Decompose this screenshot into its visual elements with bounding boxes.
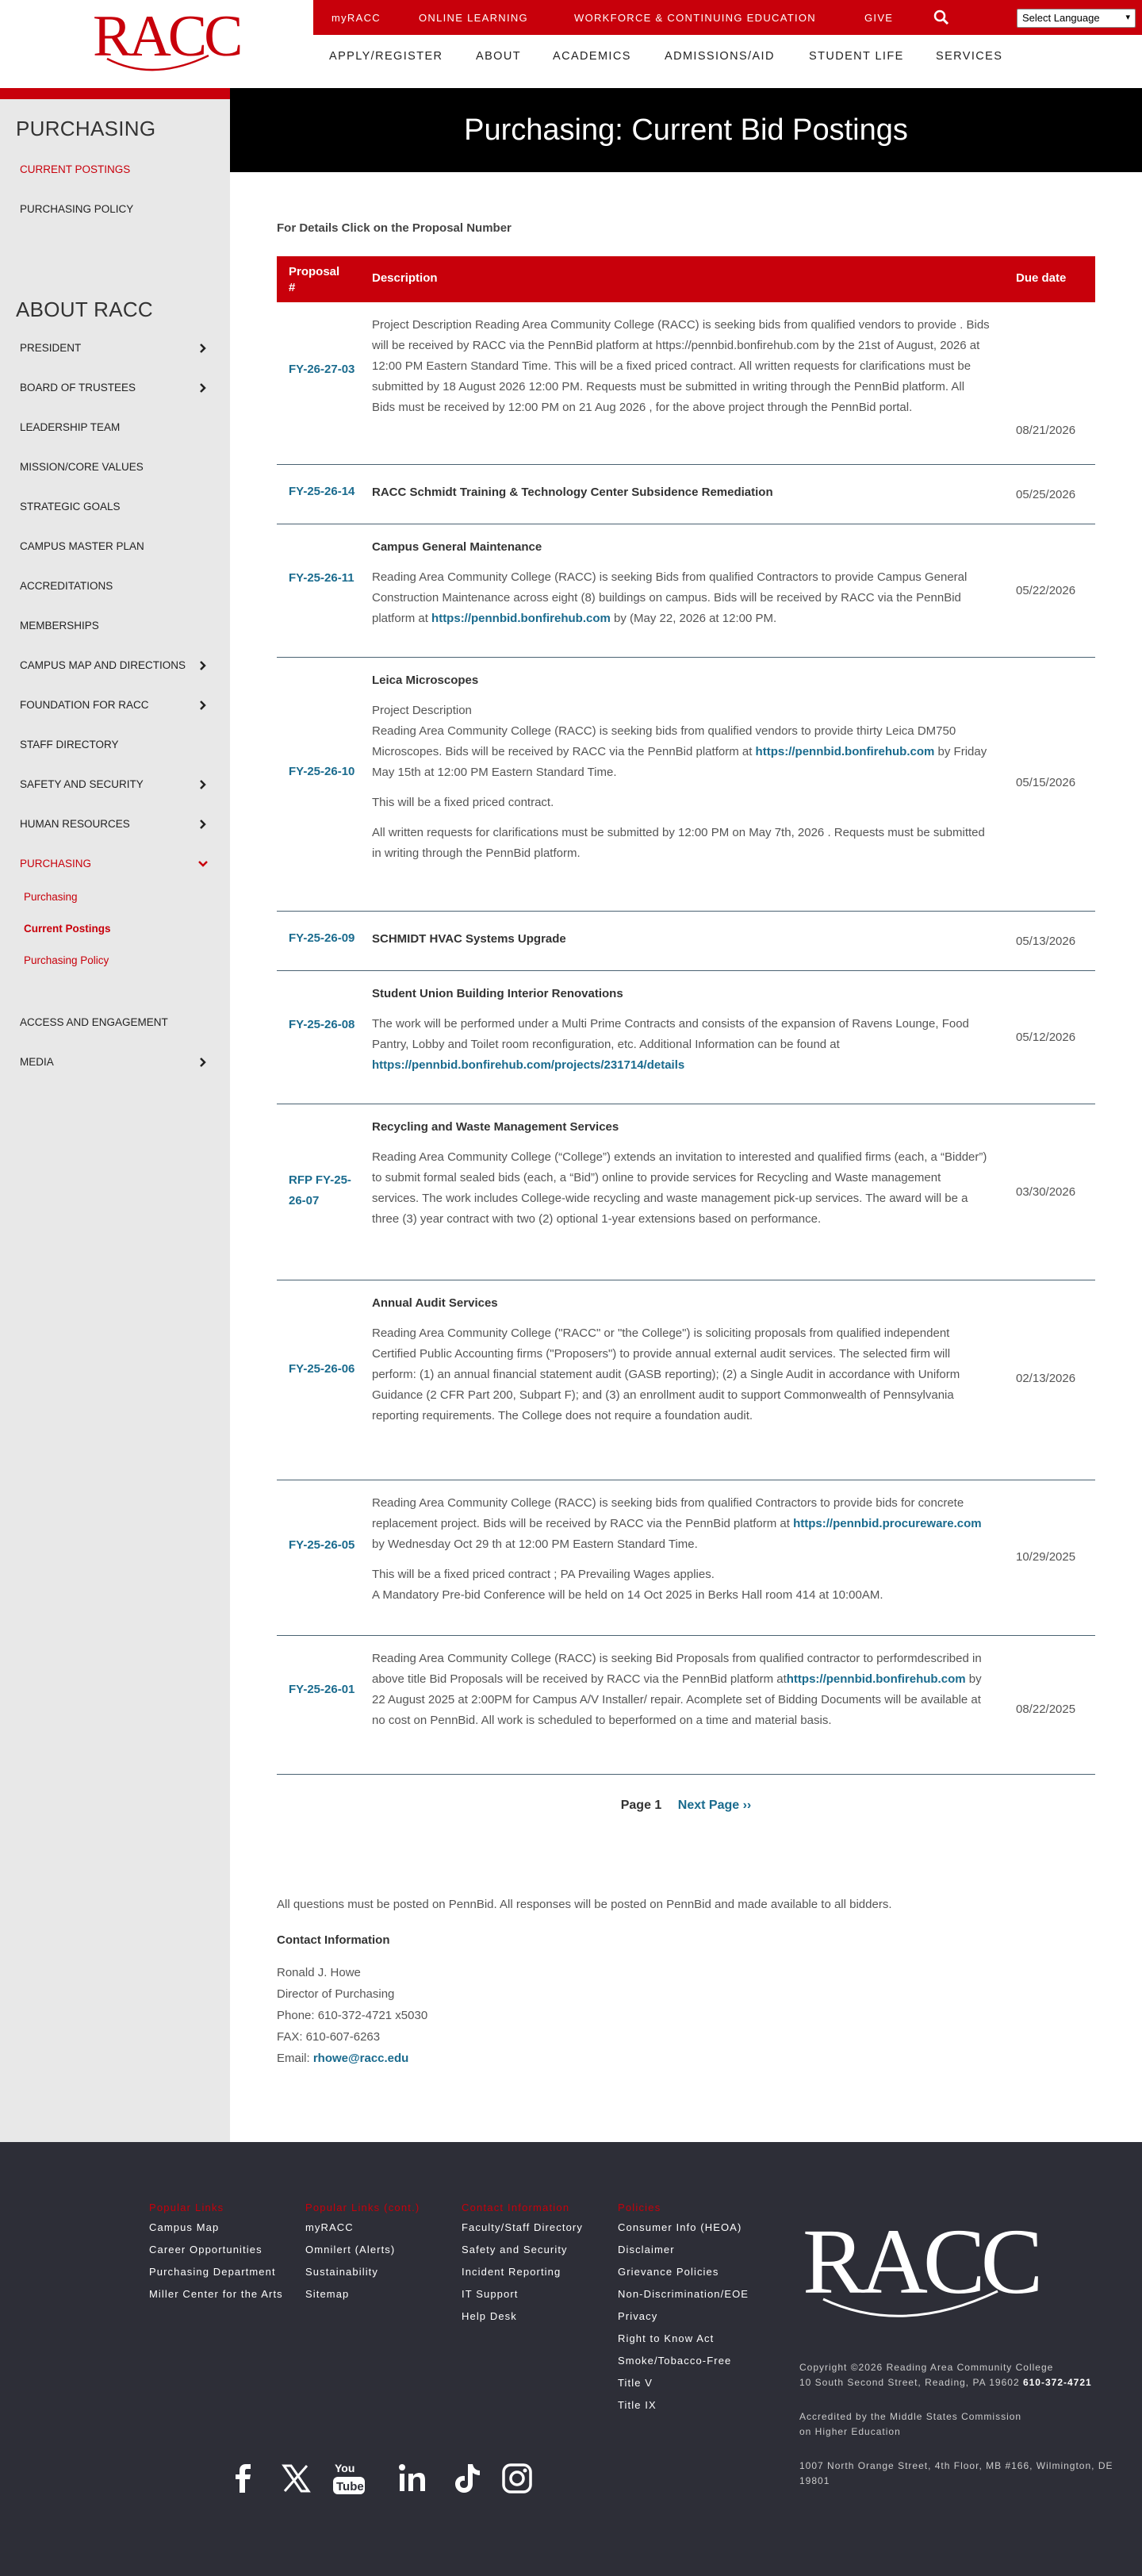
footer-accreditation-1: Accredited by the Middle States Commission bbox=[799, 2411, 1022, 2422]
sidebar-item-foundation-for-racc[interactable]: FOUNDATION FOR RACC bbox=[20, 699, 149, 711]
footer-link-non-discrimination-eoe[interactable]: Non-Discrimination/EOE bbox=[618, 2288, 749, 2300]
nav-about[interactable]: ABOUT bbox=[476, 50, 521, 63]
description bbox=[372, 1293, 991, 1426]
sidebar-item-strategic-goals[interactable]: STRATEGIC GOALS bbox=[20, 501, 121, 513]
due-date: 02/13/2026 bbox=[1016, 1372, 1076, 1385]
footer-address-line bbox=[799, 2375, 1092, 2390]
footer-link-disclaimer[interactable]: Disclaimer bbox=[618, 2244, 675, 2255]
tiktok-icon[interactable] bbox=[447, 2459, 485, 2497]
table-row bbox=[277, 302, 1095, 465]
bid-title: SCHMIDT HVAC Systems Upgrade bbox=[372, 932, 566, 946]
description-text: This will be a fixed priced contract ; PA Prevailing Wages applies. bbox=[372, 1568, 715, 1581]
footer-link-career-opportunities[interactable]: Career Opportunities bbox=[149, 2244, 263, 2255]
description bbox=[372, 537, 991, 629]
proposal-number-link[interactable]: FY-25-26-08 bbox=[289, 1018, 355, 1031]
footer-link-consumer-info-heoa[interactable]: Consumer Info (HEOA) bbox=[618, 2221, 742, 2233]
description-text-part: Project Description Reading Area Community College (RACC) is seeking bids from qualified vendors to provide . Bids will be received by RACC via the PennBid platform at https://pennbid.bonfirehub.com by the 21st of August, 2026 at 12:00 PM Eastern Standard Time. This will be a fixed priced contract. All written requests for clarifications must be submitted by 18 August 2026 12:00 PM. Requests must be submitted in writing through the PennBid platform. All Bids must be received by 12:00 PM on 21 Aug 2026 , for the above project through the PennBid portal. bbox=[372, 318, 990, 414]
top-link-give[interactable]: GIVE bbox=[864, 12, 894, 24]
footer-link-sustainability[interactable]: Sustainability bbox=[305, 2266, 378, 2278]
svg-text:You: You bbox=[335, 2462, 355, 2474]
proposal-number-link[interactable]: FY-26-27-03 bbox=[289, 363, 355, 376]
description bbox=[372, 929, 991, 959]
pagination bbox=[277, 1799, 1095, 1813]
facebook-icon[interactable] bbox=[225, 2459, 263, 2497]
bid-title: Student Union Building Interior Renovations bbox=[372, 987, 623, 1000]
footer-copyright: Copyright ©2026 Reading Area Community College bbox=[799, 2362, 1054, 2373]
sidebar-item-leadership-team[interactable]: LEADERSHIP TEAM bbox=[20, 421, 121, 433]
footer-link-myracc[interactable]: myRACC bbox=[305, 2221, 354, 2233]
due-date: 05/12/2026 bbox=[1016, 1031, 1076, 1044]
spacer bbox=[372, 1314, 991, 1323]
search-icon[interactable] bbox=[933, 9, 950, 26]
contact-fax: FAX: 610-607-6263 bbox=[277, 2030, 381, 2044]
description bbox=[372, 1117, 991, 1230]
sidebar-item-accreditations[interactable]: ACCREDITATIONS bbox=[20, 580, 113, 592]
proposal-number-link[interactable]: FY-25-26-11 bbox=[289, 571, 354, 585]
footer-link-incident-reporting[interactable]: Incident Reporting bbox=[462, 2266, 561, 2278]
nav-student-life[interactable]: STUDENT LIFE bbox=[809, 50, 904, 63]
table-row bbox=[277, 1636, 1095, 1775]
footer-list bbox=[305, 2220, 440, 2309]
chevron-right-icon[interactable] bbox=[198, 383, 208, 393]
proposal-number-link[interactable]: FY-25-26-10 bbox=[289, 765, 355, 778]
description-text: This will be a fixed priced contract. bbox=[372, 796, 554, 809]
spacer bbox=[372, 813, 991, 823]
description-text bbox=[372, 721, 991, 783]
description bbox=[372, 482, 991, 513]
due-date: 03/30/2026 bbox=[1016, 1185, 1076, 1199]
sidebar-item-purchasing[interactable]: PURCHASING bbox=[20, 858, 92, 870]
description-text bbox=[372, 1147, 991, 1230]
sidebar-item-current-postings[interactable]: CURRENT POSTINGS bbox=[20, 163, 131, 175]
footer-heading-policies: Policies bbox=[618, 2202, 661, 2213]
due-date: 08/22/2025 bbox=[1016, 1703, 1076, 1716]
description bbox=[372, 315, 991, 418]
table-row bbox=[277, 1104, 1095, 1280]
description-text bbox=[372, 1493, 991, 1555]
sidebar-item-mission-core-values[interactable]: MISSION/CORE VALUES bbox=[20, 461, 144, 473]
footer-heading-contact-information: Contact Information bbox=[462, 2202, 570, 2213]
nav-apply-register[interactable]: APPLY/REGISTER bbox=[329, 50, 443, 63]
footer-heading-popular-links-cont: Popular Links (cont.) bbox=[305, 2202, 420, 2213]
nav-admissions-aid[interactable]: ADMISSIONS/AID bbox=[665, 50, 775, 63]
nav-services[interactable]: SERVICES bbox=[936, 50, 1003, 63]
sidebar-item-purchasing-policy[interactable]: PURCHASING POLICY bbox=[20, 203, 134, 215]
footer-link-title-ix[interactable]: Title IX bbox=[618, 2399, 657, 2411]
nav-academics[interactable]: ACADEMICS bbox=[553, 50, 631, 63]
footer-link-help-desk[interactable]: Help Desk bbox=[462, 2310, 517, 2322]
footer-link-right-to-know-act[interactable]: Right to Know Act bbox=[618, 2332, 715, 2344]
proposal-number-link[interactable]: FY-25-26-01 bbox=[289, 1683, 355, 1696]
contact-name: Ronald J. Howe bbox=[277, 1966, 361, 1979]
bid-title: Recycling and Waste Management Services bbox=[372, 1120, 619, 1134]
spacer bbox=[372, 691, 991, 701]
due-date: 05/15/2026 bbox=[1016, 776, 1076, 789]
table-row bbox=[277, 524, 1095, 658]
col-description: Description bbox=[372, 271, 438, 285]
description-text-part: Reading Area Community College (RACC) is seeking bids from qualified Contractors to provide bids for concrete replacement project. Bids will be received by RACC via the PennBid platform at bbox=[372, 1496, 964, 1530]
footer-list bbox=[462, 2220, 596, 2331]
proposal-number-link[interactable]: FY-25-26-09 bbox=[289, 931, 355, 945]
chevron-right-icon[interactable] bbox=[198, 780, 208, 789]
chevron-right-icon[interactable] bbox=[198, 661, 208, 670]
footer-link-sitemap[interactable]: Sitemap bbox=[305, 2288, 350, 2300]
bid-platform-link[interactable]: https://pennbid.bonfirehub.com bbox=[431, 612, 611, 625]
sidebar-item-media[interactable]: MEDIA bbox=[20, 1056, 54, 1068]
chevron-down-icon: ▾ bbox=[1125, 13, 1130, 22]
footer-msche-address-2: 19801 bbox=[799, 2475, 830, 2486]
sidebar bbox=[0, 99, 230, 2142]
footer-link-title-v[interactable]: Title V bbox=[618, 2377, 653, 2389]
description-text: A Mandatory Pre-bid Conference will be held on 14 Oct 2025 in Berks Hall room 414 at 10:00AM. bbox=[372, 1588, 883, 1602]
spacer bbox=[372, 558, 991, 567]
footer-link-omnilert-alerts[interactable]: Omnilert (Alerts) bbox=[305, 2244, 396, 2255]
due-date: 05/13/2026 bbox=[1016, 935, 1076, 948]
footer-phone[interactable]: 610-372-4721 bbox=[1022, 2377, 1092, 2388]
footer-racc-logo[interactable] bbox=[799, 2206, 1039, 2332]
description bbox=[372, 1493, 991, 1606]
sidebar-item-access-and-engagement[interactable]: ACCESS AND ENGAGEMENT bbox=[20, 1016, 168, 1028]
spacer bbox=[372, 1004, 991, 1014]
description-text-part: by Friday May 15th at 12:00 PM Eastern Standard Time. bbox=[372, 745, 987, 779]
sidebar-item-safety-and-security[interactable]: SAFETY AND SECURITY bbox=[20, 778, 144, 790]
table-row bbox=[277, 658, 1095, 912]
description-text bbox=[372, 567, 991, 629]
sidebar-heading-purchasing: PURCHASING bbox=[16, 117, 156, 140]
sidebar-subitem-purchasing-policy[interactable]: Purchasing Policy bbox=[24, 954, 109, 966]
contact-block bbox=[277, 1894, 1095, 2069]
chevron-right-icon[interactable] bbox=[198, 820, 208, 829]
contact-phone: Phone: 610-372-4721 x5030 bbox=[277, 2009, 428, 2022]
description-text-part: Reading Area Community College (“College”) extends an invitation to interested and qualified firms (each, a “Bidder”) to submit formal sealed bids (each, a “Bid”) online to provide services for Recycling and Waste management services. The work includes College-wide recycling and waste management pick-up services. The award will be a three (3) year contract with two (2) optional 1-year extensions based on performance. bbox=[372, 1150, 987, 1226]
description-text-part: The work will be performed under a Multi Prime Contracts and consists of the expansion of Ravens Lounge, Food Pantry, Lobby and Toilet room reconfiguration, etc. Additional Information can be found at bbox=[372, 1017, 969, 1051]
instructions: For Details Click on the Proposal Number bbox=[277, 221, 512, 235]
chevron-right-icon[interactable] bbox=[198, 344, 208, 353]
language-select[interactable] bbox=[1017, 9, 1136, 28]
bid-title: Campus General Maintenance bbox=[372, 540, 542, 554]
description bbox=[372, 984, 991, 1076]
footer-link-faculty-staff-directory[interactable]: Faculty/Staff Directory bbox=[462, 2221, 583, 2233]
footer-msche-address-1: 1007 North Orange Street, 4th Floor, MB #166, Wilmington, DE bbox=[799, 2460, 1113, 2471]
language-select-label: Select Language bbox=[1022, 12, 1100, 24]
next-page-link[interactable]: Next Page ›› bbox=[677, 1799, 752, 1812]
questions-note: All questions must be posted on PennBid. All responses will be posted on PennBid and made available to all bidders. bbox=[277, 1898, 892, 1911]
spacer bbox=[372, 503, 991, 513]
sidebar-subitem-purchasing[interactable]: Purchasing bbox=[24, 891, 78, 903]
spacer bbox=[372, 783, 991, 793]
footer-list bbox=[149, 2220, 284, 2309]
top-link-workforce[interactable]: WORKFORCE & CONTINUING EDUCATION bbox=[574, 12, 816, 24]
main-nav bbox=[0, 50, 1142, 66]
due-date: 08/21/2026 bbox=[1016, 424, 1076, 437]
footer-link-campus-map[interactable]: Campus Map bbox=[149, 2221, 220, 2233]
due-date: 05/25/2026 bbox=[1016, 488, 1076, 501]
description-text bbox=[372, 315, 991, 418]
description-text-part: by 22 August 2025 at 2:00PM for Campus A/V Installer/ repair. Acomplete set of Bidding Documents will be available at no cost on PennBid. All work is scheduled to beperformed on a time and material basis. bbox=[372, 1672, 982, 1727]
sidebar-subitem-current-postings[interactable]: Current Postings bbox=[24, 923, 111, 935]
site-header bbox=[0, 0, 1142, 88]
instagram-icon[interactable] bbox=[498, 2459, 536, 2497]
bid-platform-link[interactable]: https://pennbid.procureware.com bbox=[793, 1517, 982, 1530]
spacer bbox=[372, 950, 991, 959]
sidebar-accent-strip bbox=[0, 88, 230, 99]
footer-link-safety-and-security[interactable]: Safety and Security bbox=[462, 2244, 568, 2255]
sidebar-item-board-of-trustees[interactable]: BOARD OF TRUSTEES bbox=[20, 382, 136, 394]
description-text-part: Reading Area Community College (RACC) is seeking Bid Proposals from qualified contractor to performdescribed in above title Bid Proposals will be received by RACC via the PennBid platform at bbox=[372, 1652, 982, 1686]
contact-role: Director of Purchasing bbox=[277, 1987, 395, 2001]
sidebar-heading-about: ABOUT RACC bbox=[16, 298, 153, 321]
table-row bbox=[277, 1280, 1095, 1480]
footer-link-purchasing-department[interactable]: Purchasing Department bbox=[149, 2266, 276, 2278]
description-text-part: by (May 22, 2026 at 12:00 PM. bbox=[610, 612, 777, 625]
proposal-number-link[interactable]: FY-25-26-14 bbox=[289, 485, 355, 498]
footer-address: 10 South Second Street, Reading, PA 19602 bbox=[799, 2377, 1023, 2388]
chevron-right-icon[interactable] bbox=[198, 701, 208, 710]
footer-link-privacy[interactable]: Privacy bbox=[618, 2310, 658, 2322]
description-text: All written requests for clarifications must be submitted by 12:00 PM on May 7th, 2026 . Requests must be submitted in writing through the PennBid platform. bbox=[372, 826, 985, 860]
top-link-myracc[interactable]: myRACC bbox=[331, 12, 381, 24]
due-date: 05/22/2026 bbox=[1016, 584, 1076, 597]
page-banner bbox=[230, 88, 1142, 172]
chevron-down-icon[interactable] bbox=[198, 859, 208, 869]
bid-title: Leica Microscopes bbox=[372, 674, 479, 687]
table-row bbox=[277, 1480, 1095, 1636]
spacer bbox=[372, 1555, 991, 1564]
spacer bbox=[372, 1138, 991, 1147]
description-text-part: by Wednesday Oct 29 th at 12:00 PM Eastern Standard Time. bbox=[372, 1538, 698, 1551]
footer-link-it-support[interactable]: IT Support bbox=[462, 2288, 519, 2300]
sidebar-item-president[interactable]: PRESIDENT bbox=[20, 342, 82, 354]
utility-bar bbox=[313, 0, 1142, 35]
due-date: 10/29/2025 bbox=[1016, 1550, 1076, 1564]
svg-text:Tube: Tube bbox=[336, 2480, 364, 2493]
contact-email-link[interactable]: rhowe@racc.edu bbox=[312, 2052, 409, 2065]
description-text bbox=[372, 1014, 991, 1076]
youtube-icon[interactable] bbox=[330, 2459, 368, 2497]
bid-title: RACC Schmidt Training & Technology Center Subsidence Remediation bbox=[372, 486, 773, 499]
linkedin-icon[interactable] bbox=[393, 2459, 431, 2497]
sidebar-item-campus-master-plan[interactable]: CAMPUS MASTER PLAN bbox=[20, 540, 144, 552]
sidebar-item-campus-map-and-directions[interactable]: CAMPUS MAP AND DIRECTIONS bbox=[20, 659, 186, 671]
proposal-number-link[interactable]: FY-25-26-05 bbox=[289, 1538, 355, 1552]
footer-accreditation-2: on Higher Education bbox=[799, 2426, 901, 2437]
x-icon[interactable] bbox=[277, 2459, 315, 2497]
site-footer bbox=[0, 2142, 1142, 2576]
chevron-right-icon[interactable] bbox=[198, 1058, 208, 1067]
proposal-number-link[interactable]: FY-25-26-06 bbox=[289, 1362, 355, 1376]
description-text bbox=[372, 1649, 991, 1731]
top-link-online-learning[interactable]: ONLINE LEARNING bbox=[419, 12, 528, 24]
sidebar-item-staff-directory[interactable]: STAFF DIRECTORY bbox=[20, 739, 119, 751]
bid-title: Annual Audit Services bbox=[372, 1296, 498, 1310]
contact-heading: Contact Information bbox=[277, 1933, 390, 1947]
proposal-number-link[interactable]: RFP FY-25-26-07 bbox=[289, 1173, 351, 1207]
col-due-date: Due date bbox=[1016, 271, 1067, 285]
footer-heading-popular-links: Popular Links bbox=[149, 2202, 224, 2213]
description-text bbox=[372, 1323, 991, 1426]
footer-link-miller-center-for-the-arts[interactable]: Miller Center for the Arts bbox=[149, 2288, 283, 2300]
description-text: Project Description bbox=[372, 704, 472, 717]
description-text-part: Reading Area Community College (RACC) is seeking bids from qualified vendors to provide thirty Leica DM750 Microscopes. Bids will be received by RACC via the PennBid platform at bbox=[372, 724, 956, 758]
table-row bbox=[277, 465, 1095, 524]
table-row bbox=[277, 971, 1095, 1104]
contact-email-label: Email: bbox=[277, 2052, 313, 2065]
svg-text:RACC: RACC bbox=[93, 4, 240, 69]
table-row bbox=[277, 912, 1095, 971]
sidebar-item-human-resources[interactable]: HUMAN RESOURCES bbox=[20, 818, 130, 830]
contact-email-line bbox=[277, 2048, 1095, 2069]
footer-link-smoke-tobacco-free[interactable]: Smoke/Tobacco-Free bbox=[618, 2355, 732, 2367]
description-text-part: Reading Area Community College (RACC) is seeking Bids from qualified Contractors to provide Campus General Construction Maintenance across eight (8) buildings on campus. Bids will be received by RACC via the PennBid platform at bbox=[372, 570, 968, 625]
bid-platform-link[interactable]: https://pennbid.bonfirehub.com/projects/231714/details bbox=[372, 1058, 685, 1072]
page-title: Purchasing: Current Bid Postings bbox=[464, 113, 908, 147]
current-page: Page 1 bbox=[620, 1799, 662, 1812]
footer-link-grievance-policies[interactable]: Grievance Policies bbox=[618, 2266, 719, 2278]
description bbox=[372, 670, 991, 864]
bid-platform-link[interactable]: https://pennbid.bonfirehub.com bbox=[786, 1672, 966, 1686]
description bbox=[372, 1649, 991, 1731]
table-header bbox=[277, 256, 1095, 302]
sidebar-item-memberships[interactable]: MEMBERSHIPS bbox=[20, 620, 99, 632]
footer-list bbox=[618, 2220, 753, 2420]
col-proposal: Proposal # bbox=[289, 265, 340, 294]
description-text-part: Reading Area Community College ("RACC" or "the College") is soliciting proposals from qualified independent Certified Public Accounting firms ("Proposers") to provide annual external audit services. The selected firm will perform: (1) an annual financial statement audit (GASB reporting); (2) a Single Audit in accordance with Uniform Guidance (2 CFR Part 200, Subpart F); and (3) an enrollment audit to support Commonwealth of Pennsylvania reporting requirements. The College does not require a foundation audit. bbox=[372, 1326, 960, 1422]
bid-platform-link[interactable]: https://pennbid.bonfirehub.com bbox=[755, 745, 935, 758]
svg-text:RACC: RACC bbox=[803, 2209, 1039, 2313]
